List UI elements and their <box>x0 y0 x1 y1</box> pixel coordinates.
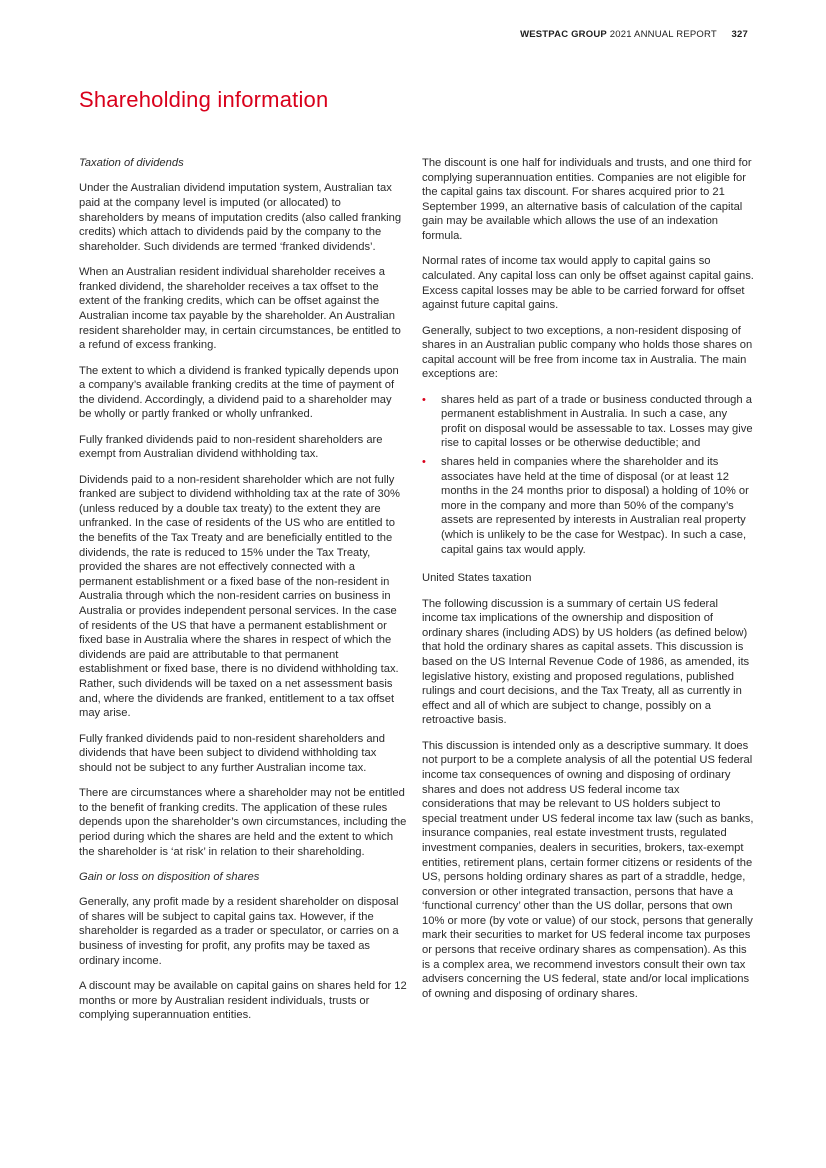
paragraph: This discussion is intended only as a descriptive summary. It does not purport to be a complete analysis of all the potential US federal income tax consequences of owning and disposing of ordinary shares and does not address US federal income tax considerations that may be relevant to US holders subject to special treatment under US federal income tax law (such as banks, insurance companies, real estate investment trusts, regulated investment companies, dealers in securities, brokers, tax-exempt entities, retirement plans, certain former citizens or residents of the US, persons holding ordinary shares as part of a straddle, hedge, conversion or other integrated transaction, persons that have a ‘functional currency’ other than the US dollar, persons that own 10% or more (by vote or value) of our stock, persons that generally mark their securities to market for US federal income tax purposes or persons that receive ordinary shares as compensation). As this is a complex area, we recommend investors consult their own tax advisers concerning the US federal, state and/or local implications of owning and disposing of ordinary shares. <box>422 739 754 1000</box>
heading-taxation-of-dividends: Taxation of dividends <box>79 157 184 169</box>
paragraph: When an Australian resident individual shareholder receives a franked dividend, the shareholder receives a tax offset to the extent of the franking credits, which can be offset against the Australian income tax payable by the shareholder. An Australian resident shareholder may, in certain circumstances, be entitled to a refund of excess franking. <box>79 266 401 352</box>
list-item <box>422 393 754 451</box>
left-column <box>79 156 407 1034</box>
list-item-text: shares held in companies where the shareholder and its associates have held at the time of disposal (or at least 12 months in the 24 months prior to disposal) a holding of 10% or more in the company and more than 50% of the company’s assets are represented by interests in Australian real property (which is unlikely to be the case for Westpac). In such a case, capital gains tax would apply. <box>441 456 749 556</box>
running-header <box>520 29 748 40</box>
bullet-icon: • <box>422 393 426 406</box>
paragraph: Generally, subject to two exceptions, a non-resident disposing of shares in an Australian public company who holds those shares on capital account will be free from income tax in Australia. The main exceptions are: <box>422 324 753 381</box>
header-report: 2021 ANNUAL REPORT <box>609 29 717 40</box>
paragraph: The following discussion is a summary of certain US federal income tax implications of the ownership and disposition of ordinary shares (including ADS) by US holders (as defined below) that hold the ordinary shares as capital assets. This discussion is based on the US Internal Revenue Code of 1986, as amended, its legislative history, existing and proposed regulations, published rulings and court decisions, and the Tax Treaty, all as currently in effect and all of which are subject to change, possibly on a retroactive basis. <box>422 597 750 727</box>
list-item-text: shares held as part of a trade or business conducted through a permanent establishment in Australia. In such a case, any profit on disposal would be assessable to tax. Losses may give rise to capital losses or be otherwise deductible; and <box>441 393 753 450</box>
paragraph: Normal rates of income tax would apply to capital gains so calculated. Any capital loss can only be offset against capital gains. Excess capital losses may be able to be carried forward for offset against future capital gains. <box>422 255 754 312</box>
paragraph: The discount is one half for individuals and trusts, and one third for complying superannuation entities. Companies are not eligible for the capital gains tax discount. For shares acquired prior to 21 September 1999, an alternative basis of calculation of the capital gain may be available which allows the use of an indexation formula. <box>422 157 752 242</box>
exceptions-list <box>422 393 754 558</box>
heading-united-states-taxation: United States taxation <box>422 572 532 585</box>
paragraph: Under the Australian dividend imputation system, Australian tax paid at the company level is imputed (or allocated) to shareholders by means of imputation credits (also called franking credits) which attach to dividends paid by the company to the shareholder. Such dividends are termed ‘franked dividends’. <box>79 182 402 253</box>
heading-gain-or-loss: Gain or loss on disposition of shares <box>79 870 260 883</box>
right-column <box>422 156 754 1012</box>
list-item <box>422 455 754 557</box>
paragraph: Fully franked dividends paid to non-resident shareholders and dividends that have been subject to dividend withholding tax should not be subject to any further Australian income tax. <box>79 732 385 774</box>
page-title: Shareholding information <box>79 87 329 112</box>
paragraph: There are circumstances where a shareholder may not be entitled to the benefit of franking credits. The application of these rules depends upon the shareholder’s own circumstances, including the period during which the shares are held and the extent to which the shareholder is ‘at risk’ in relation to their shareholding. <box>79 787 407 858</box>
bullet-icon: • <box>422 456 426 469</box>
paragraph: Generally, any profit made by a resident shareholder on disposal of shares will be subject to capital gains tax. However, if the shareholder is regarded as a trader or speculator, or carries on a business of investing for profit, any profits may be taxed as ordinary income. <box>79 896 399 967</box>
page-number: 327 <box>731 29 748 40</box>
paragraph: The extent to which a dividend is franked typically depends upon a company’s available franking credits at the time of payment of the dividend. Accordingly, a dividend paid to a shareholder may be wholly or partly franked or wholly unfranked. <box>79 364 399 421</box>
paragraph: Dividends paid to a non-resident shareholder which are not fully franked are subject to dividend withholding tax at the rate of 30% (unless reduced by a double tax treaty) to the extent they are unfranked. In the case of residents of the US who are entitled to the benefits of the Tax Treaty and are beneficially entitled to the dividends, the rate is reduced to 15% under the Tax Treaty, provided the shares are not effectively connected with a permanent establishment or a fixed base of the non-resident in Australia through which the non-resident carries on business in Australia or provides independent personal services. In the case of residents of the US that have a permanent establishment or fixed base in Australia where the shares in respect of which the dividends are paid are attributable to that permanent establishment or fixed base, there is no dividend withholding tax. Rather, such dividends will be taxed on a net assessment basis and, where the dividends are franked, entitlement to a tax offset may arise. <box>79 473 400 720</box>
paragraph: A discount may be available on capital gains on shares held for 12 months or more by Australian resident individuals, trusts or complying superannuation entities. <box>79 980 407 1022</box>
paragraph: Fully franked dividends paid to non-resident shareholders are exempt from Australian dividend withholding tax. <box>79 433 383 461</box>
header-brand: WESTPAC GROUP <box>520 29 607 40</box>
